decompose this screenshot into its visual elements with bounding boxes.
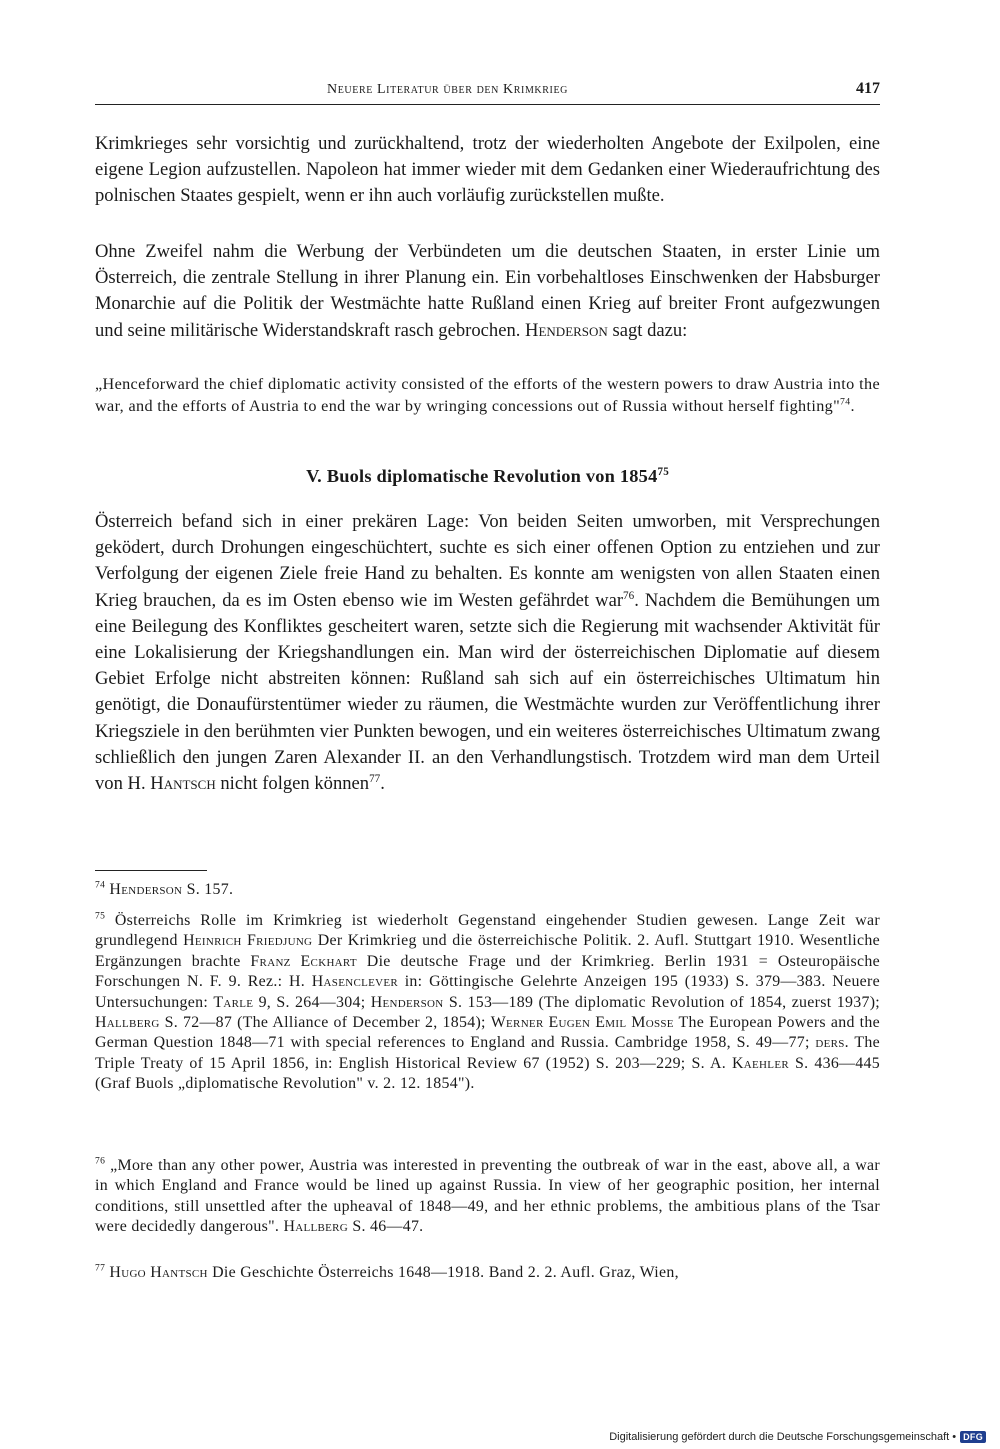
paragraph-3-text-c: nicht folgen können [220,773,370,795]
quote-text: „Henceforward the chief diplomatic activity consisted of the efforts of the western powers to draw Austria into the war, and the efforts of Austria to end the war by wringing concessions out of Russia without herself fighting" [95,375,880,415]
author-name: Hasenclever [311,973,399,991]
author-name: Heinrich Friedjung [183,932,313,950]
footnote-separator [95,870,207,871]
page-header [95,80,880,105]
author-name: Kaehler [732,1054,789,1072]
block-quote: „Henceforward the chief diplomatic activity consisted of the efforts of the western powers to draw Austria into the war, and the efforts of Austria to end the war by wringing concessions out of Russia without herself fighting"$^{74}$. [95,375,880,415]
footnote-74: $^{74}$ Henderson S. 157. [95,879,234,898]
page-number: 417 [856,80,880,97]
footnote-ref: 75 [657,465,669,478]
author-name: Hantsch [150,1264,208,1281]
author-name: Tarle [213,993,254,1011]
author-name: ders. [815,1034,849,1052]
paragraph-1-text: Krimkrieges sehr vorsichtig und zurückhaltend, trotz der wiederholten Angebote der Exilpolen, eine eigene Legion aufzustellen. Napoleon hat immer wieder mit dem Gedanken einer Wiederaufrichtung des polnischen Staates gespielt, wenn er ihn auch vorläufig zurückstellen mußte. [95,133,880,207]
author-name: Henderson [109,881,183,898]
dfg-logo-icon: DFG [960,1431,986,1443]
footnote-77: $^{77}$ Hugo Hantsch Die Geschichte Österreichs 1648—1918. Band 2. 2. Aufl. Graz, Wien, [95,1262,679,1281]
footnote-ref: 77 [369,772,381,785]
author-name: Werner Eugen Emil Mosse [490,1014,674,1032]
digitization-credit [609,1429,986,1445]
paragraph-3: Österreich befand sich in einer prekären Lage: Von beiden Seiten umworben, mit Versprechungen geködert, durch Drohungen eingeschüchtert, suchte es sich einer offenen Option zu entziehen und zur Verfolgung der eigenen Ziele freie Hand zu behalten. Es konnte am wenigsten von allen Staaten einen Krieg brauchen, da es im Osten ebenso wie im Westen gefährdet war$^{76}$. Nachdem die Bemühungen um eine Beilegung des Konfliktes gescheitert waren, setzte sich die Regierung mit wachsender Aktivität für eine Lokalisierung der Kriegshandlungen ein. Man wird der österreichischen Diplomatie auf diesem Gebiet Erfolge nicht abstreiten können: Rußland sah sich auf ein österreichisches Ultimatum hin genötigt, die Donaufürstentümer wieder zu räumen, die Westmächte wurden zur Veröffentlichung ihrer Kriegsziele in den berühmten vier Punkten bewogen, und ein weiteres österreichisches Ultimatum zwang schließlich den jungen Zaren Alexander II. an den Verhandlungstisch. Trotzdem wird man dem Urteil von H. Hantsch nicht folgen können$^{77}$. [95,511,880,795]
author-name: Henderson [370,993,444,1011]
paragraph-3-text-b: . Nachdem die Bemühungen um eine Beilegung des Konfliktes gescheitert waren, setzte sich die Regierung mit wachsender Aktivität für eine Lokalisierung der Kriegshandlungen ein. Man wird der österreichischen Diplomatie auf diesem Gebiet Erfolge nicht abstreiten können: Rußland sah sich auf ein österreichisches Ultimatum hin genötigt, die Donaufürstentümer wieder zu räumen, die Westmächte wurden zur Veröffentlichung ihrer Kriegsziele in den berühmten vier Punkten bewogen, und ein weiteres österreichisches Ultimatum zwang schließlich den jungen Zaren Alexander II. an den Verhandlungstisch. Trotzdem wird man dem Urteil von H. [95,589,880,795]
footnote-75: $^{75}$ Österreichs Rolle im Krimkrieg ist wiederholt Gegenstand eingehender Studien gewesen. Lange Zeit war grundlegend Heinrich Friedjung Der Krimkrieg und die österreichische Politik. 2. Aufl. Stuttgart 1910. Wesentliche Ergänzungen brachte Franz Eckhart Die deutsche Frage und der Krimkrieg. Berlin 1931 = Osteuropäische Forschungen N. F. 9. Rez.: H. Hasenclever in: Göttingische Gelehrte Anzeigen 195 (1933) S. 379—383. Neuere Untersuchungen: Tarle 9, S. 264—304; Henderson S. 153—189 (The diplomatic Revolution of 1854, zuerst 1937); Hallberg S. 72—87 (The Alliance of December 2, 1854); Werner Eugen Emil Mosse The European Powers and the German Question 1848—71 with special references to England and Russia. Cambridge 1958, S. 49—77; ders. The Triple Treaty of 15 April 1856, in: English Historical Review 67 (1952) S. 203—229; S. A. Kaehler S. 436—445 (Graf Buols „diplomatische Revolution" v. 2. 12. 1854"). [95,910,880,1093]
paragraph-2-tail: sagt dazu: [612,319,688,341]
footnote-number: 77 [95,1262,106,1274]
section-heading-text: V. Buols diplomatische Revolution von 1854 [306,466,658,486]
paragraph-3-text-a: Österreich befand sich in einer prekären Lage: Von beiden Seiten umworben, mit Versprechungen geködert, durch Drohungen eingeschüchtert, suchte es sich einer offenen Option zu entziehen und zur Verfolgung der eigenen Ziele freie Hand zu behalten. Es konnte am wenigsten von allen Staaten einen Krieg brauchen, da es im Osten ebenso wie im Westen gefährdet war [95,511,880,611]
footnote-number: 75 [95,910,106,922]
paragraph-2-text: Ohne Zweifel nahm die Werbung der Verbündeten um die deutschen Staaten, in erster Linie um Österreich, die zentrale Stellung in ihrer Planung ein. Ein vorbehaltloses Einschwenken der Habsburger Monarchie auf die Politik der Westmächte hatte Rußland einen Krieg auf breiter Front aufgezwungen und seine militärische Widerstandskraft rasch gebrochen. [95,241,880,341]
footnote-ref: 76 [623,589,635,602]
author-name: Hugo [109,1264,146,1281]
author-name: Franz Eckhart [250,952,357,970]
credit-text: Digitalisierung gefördert durch die Deutsche Forschungsgemeinschaft • [609,1431,957,1443]
paragraph-1 [95,131,880,210]
footnote-76: $^{76}$ „More than any other power, Austria was interested in preventing the outbreak of war in the east, above all, a war in which England and France would be lined up against Russia. In view of her geographic position, her internal conditions, still unsettled after the upheaval of 1848—49, and her ethnic problems, the ambitious plans of the Tsar were decidedly dangerous". Hallberg S. 46—47. [95,1155,880,1236]
footnote-ref: 74 [840,396,851,408]
footnote-number: 76 [95,1155,106,1167]
paragraph-2 [95,239,880,344]
footnote-number: 74 [95,879,106,891]
author-name: Henderson [525,319,608,341]
section-heading [95,466,880,487]
author-name: Hallberg [95,1014,160,1032]
author-name: Hallberg [283,1218,349,1236]
author-name: Hantsch [150,773,216,795]
running-title: Neuere Literatur über den Krimkrieg [327,82,568,97]
